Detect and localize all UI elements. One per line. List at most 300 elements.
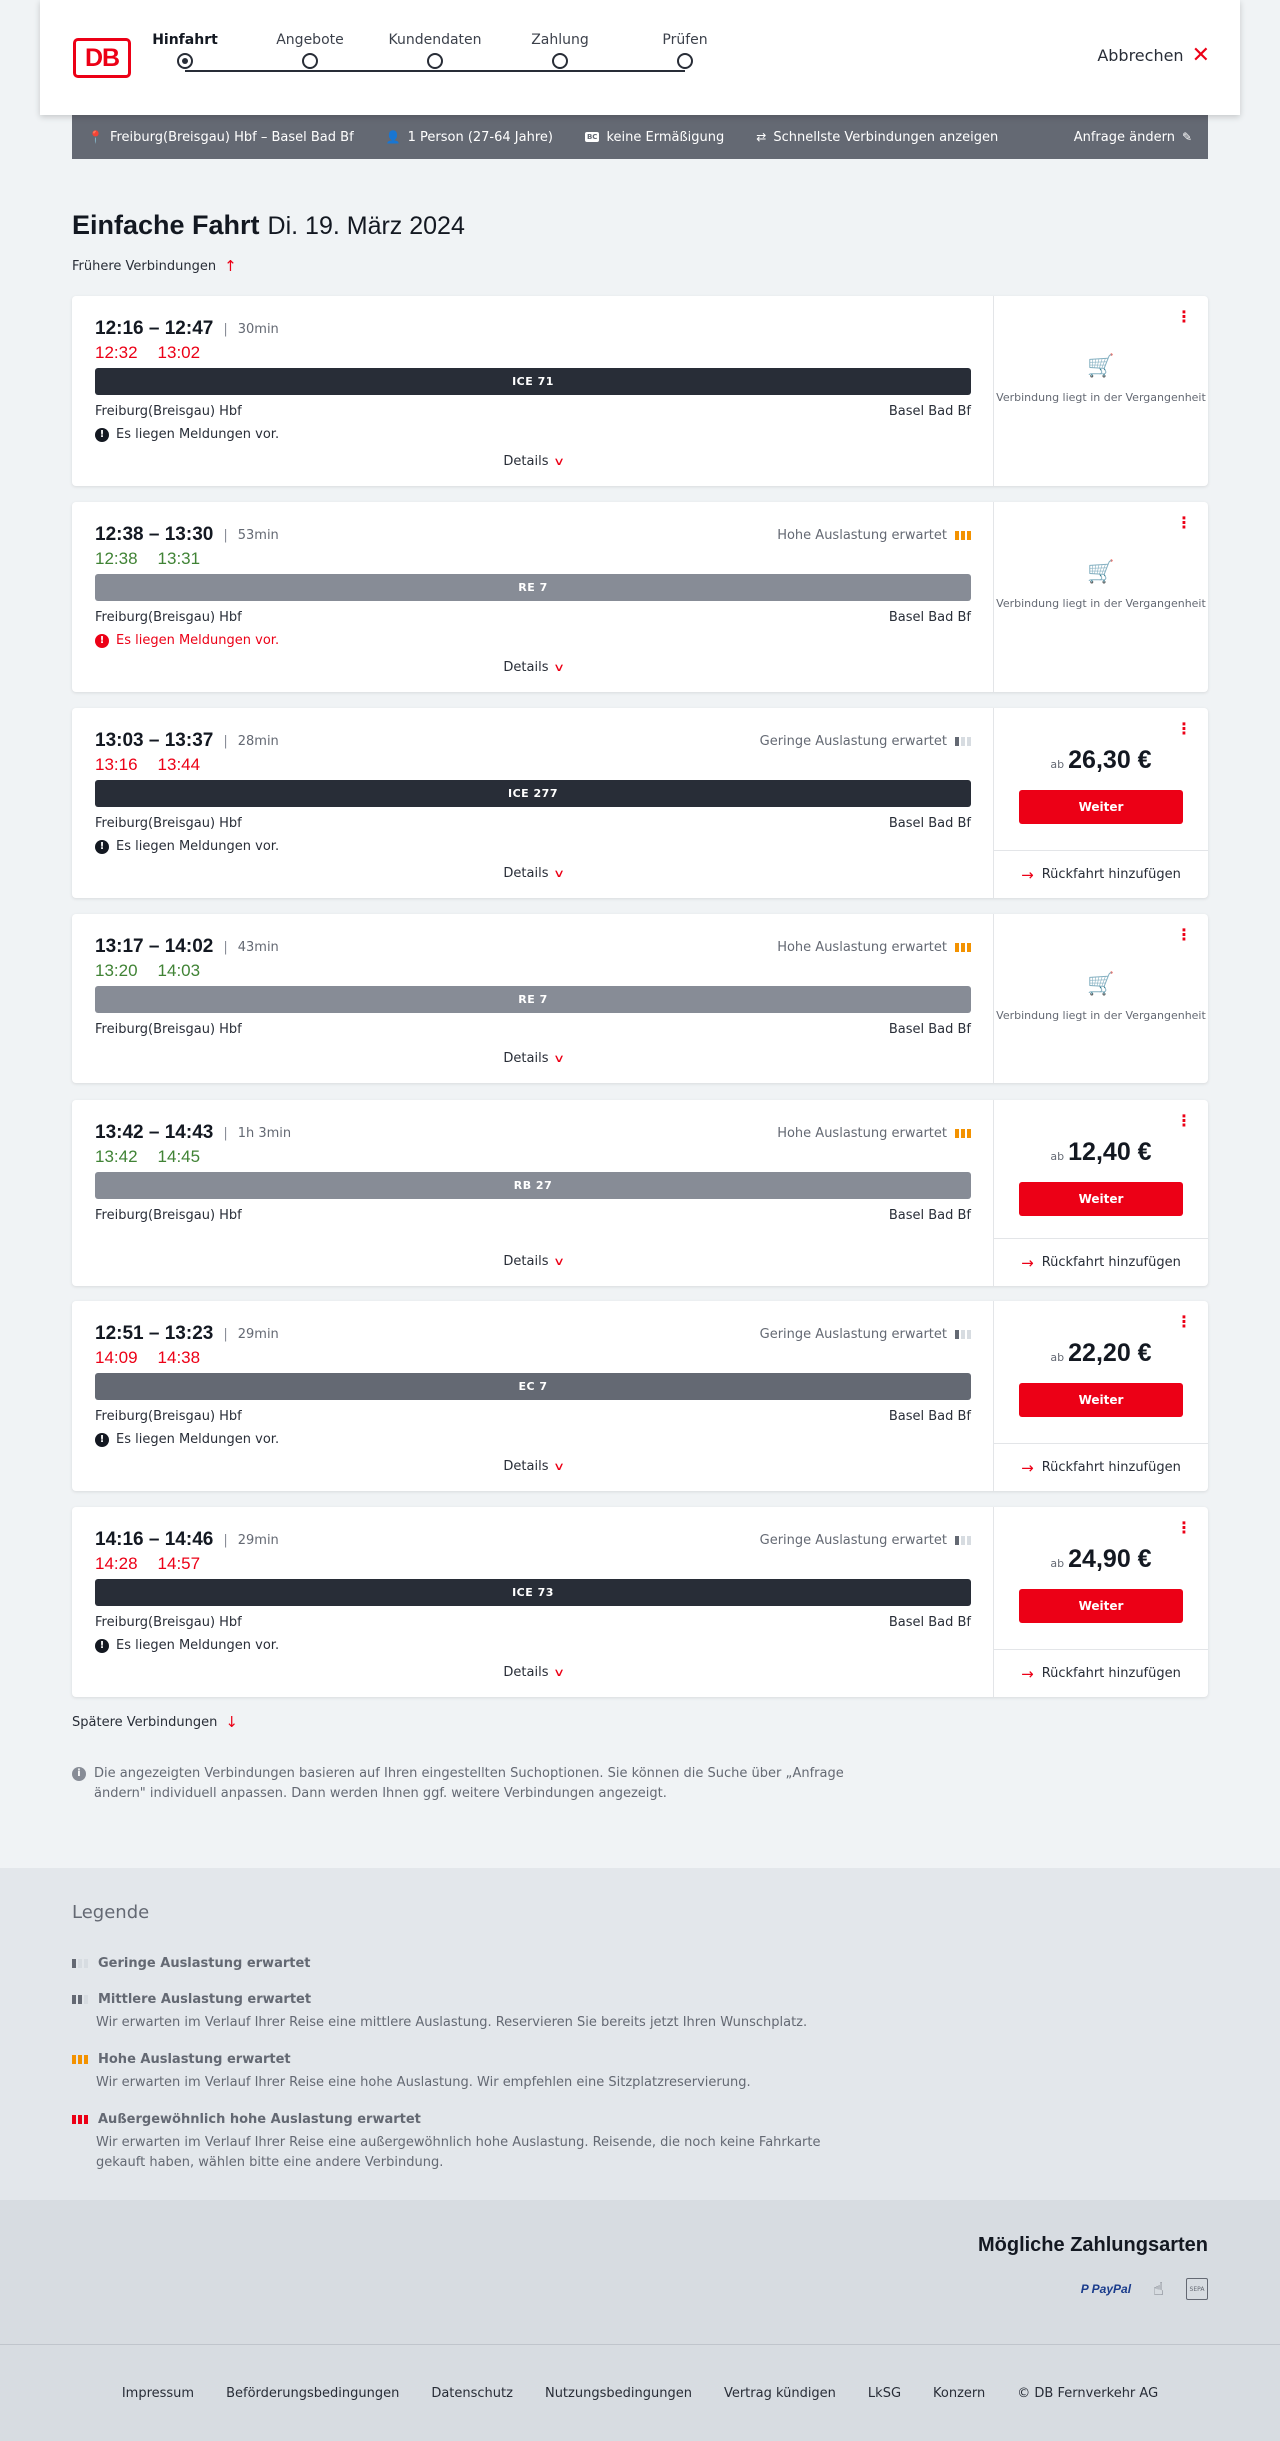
- realtime-arrival: 14:03: [157, 961, 201, 980]
- summary-persons-text: 1 Person (27-64 Jahre): [407, 129, 553, 145]
- details-label: Details: [503, 866, 549, 881]
- connection-times: [95, 1323, 279, 1345]
- occupancy-bar: [72, 1995, 76, 2004]
- pencil-icon: ✎: [1181, 130, 1192, 144]
- departure-time: 12:16: [95, 318, 144, 339]
- notice-text: Es liegen Meldungen vor.: [116, 633, 280, 648]
- occupancy-bar: [78, 2115, 82, 2124]
- divider: |: [223, 1326, 228, 1342]
- connection-card: [72, 914, 1208, 1083]
- legend-item-description: Wir erwarten im Verlauf Ihrer Reise eine außergewöhnlich hohe Auslastung. Reisende, die noch keine Fahrkarte gekauft haben, wählen bitte eine andere Verbindung.: [96, 2135, 821, 2170]
- connection-main: [72, 296, 994, 486]
- price-value: 22,20 €: [1068, 1339, 1152, 1367]
- earlier-connections-link[interactable]: [72, 257, 237, 275]
- connection-times: [95, 936, 279, 958]
- occupancy-bar: [967, 1129, 971, 1138]
- occupancy-bar: [72, 2055, 76, 2064]
- more-options-icon[interactable]: ⋮: [1176, 513, 1192, 532]
- occupancy-bar: [967, 531, 971, 540]
- occupancy-label: Geringe Auslastung erwartet: [759, 1327, 947, 1342]
- occupancy-bar: [78, 1959, 82, 1968]
- chevron-down-icon: ∨: [552, 455, 565, 468]
- footer-link[interactable]: Impressum: [121, 2385, 195, 2401]
- train-bar[interactable]: ICE 71: [95, 368, 971, 395]
- footer-link[interactable]: Vertrag kündigen: [723, 2385, 836, 2401]
- connection-offer: [994, 502, 1208, 692]
- step-zahlung: [500, 30, 620, 69]
- more-options-icon[interactable]: ⋮: [1176, 1111, 1192, 1130]
- destination-station: Basel Bad Bf: [888, 1615, 971, 1630]
- paypal-icon: P PayPal: [1080, 2282, 1132, 2296]
- occupancy-label: Geringe Auslastung erwartet: [759, 734, 947, 749]
- train-bar[interactable]: RB 27: [95, 1172, 971, 1199]
- destination-station: Basel Bad Bf: [888, 404, 971, 419]
- add-return-trip-button[interactable]: [994, 1238, 1208, 1286]
- origin-station: Freiburg(Breisgau) Hbf: [95, 404, 242, 419]
- occupancy-bar: [967, 943, 971, 952]
- arrow-up-icon: ↑: [224, 257, 237, 275]
- close-icon: ✕: [1191, 42, 1210, 68]
- connection-times: [95, 730, 279, 752]
- later-connections-label: Spätere Verbindungen: [72, 1714, 218, 1730]
- train-bar[interactable]: RE 7: [95, 574, 971, 601]
- person-icon: 👤: [385, 130, 401, 144]
- connection-main: [72, 1507, 994, 1697]
- origin-station: Freiburg(Breisgau) Hbf: [95, 1409, 242, 1424]
- details-toggle[interactable]: [72, 1051, 994, 1066]
- step-label: Prüfen: [662, 32, 708, 48]
- connection-card: [72, 1507, 1208, 1697]
- occupancy-indicator: [777, 528, 971, 543]
- db-logo[interactable]: DB: [73, 38, 131, 78]
- occupancy-low-icon: [72, 1959, 88, 1968]
- payment-title: Mögliche Zahlungsarten: [977, 2234, 1208, 2256]
- weiter-button[interactable]: Weiter: [1019, 1182, 1183, 1216]
- footer-link[interactable]: LkSG: [867, 2385, 902, 2401]
- realtime-departure: 13:16: [95, 755, 138, 774]
- alert-icon: !: [95, 1639, 109, 1653]
- occupancy-bar: [955, 1330, 959, 1339]
- past-text: Verbindung liegt in der Vergangenheit: [996, 391, 1206, 404]
- chevron-down-icon: ∨: [552, 1666, 565, 1679]
- step-dot: [302, 53, 318, 69]
- realtime-departure: 12:38: [95, 549, 138, 568]
- origin-station: Freiburg(Breisgau) Hbf: [95, 816, 242, 831]
- step-label: Kundendaten: [388, 32, 482, 48]
- arrival-time: 13:23: [164, 1323, 214, 1344]
- details-toggle[interactable]: [72, 1459, 994, 1474]
- time-dash: –: [143, 730, 165, 751]
- price-prefix: ab: [1050, 1351, 1065, 1364]
- booking-stepper: [152, 30, 785, 90]
- notice-text: Es liegen Meldungen vor.: [116, 1432, 280, 1447]
- occupancy-bar: [72, 2115, 76, 2124]
- step-label: Angebote: [276, 32, 344, 48]
- past-text: Verbindung liegt in der Vergangenheit: [996, 1009, 1206, 1022]
- footer-link[interactable]: Datenschutz: [431, 2385, 513, 2401]
- arrival-time: 13:37: [164, 730, 214, 751]
- arrow-right-icon: →: [1021, 865, 1034, 884]
- occupancy-indicator: [760, 734, 971, 749]
- trip-type: Einfache Fahrt: [72, 210, 260, 240]
- price: [994, 746, 1208, 775]
- later-connections-link[interactable]: [72, 1713, 238, 1731]
- arrival-time: 13:30: [164, 524, 214, 545]
- occupancy-indicator: [760, 1533, 971, 1548]
- connection-offer: [994, 914, 1208, 1083]
- connection-card: [72, 296, 1208, 486]
- price-prefix: ab: [1050, 758, 1065, 771]
- realtime-arrival: 13:44: [157, 755, 201, 774]
- price-prefix: ab: [1050, 1150, 1065, 1163]
- summary-route: [88, 130, 354, 145]
- chevron-down-icon: ∨: [552, 867, 565, 880]
- notice-text: Es liegen Meldungen vor.: [116, 1638, 280, 1653]
- stations: [95, 1022, 971, 1037]
- add-return-trip-label: Rückfahrt hinzufügen: [1041, 1460, 1181, 1475]
- weiter-button[interactable]: Weiter: [1019, 1589, 1183, 1623]
- destination-station: Basel Bad Bf: [888, 816, 971, 831]
- details-toggle[interactable]: [72, 660, 994, 675]
- realtime-departure: 12:32: [95, 343, 138, 362]
- occupancy-bar: [78, 2055, 82, 2064]
- footer-link: © DB Fernverkehr AG: [1017, 2385, 1159, 2401]
- legend-item-label: Hohe Auslastung erwartet: [98, 2052, 291, 2067]
- add-return-trip-label: Rückfahrt hinzufügen: [1041, 867, 1181, 882]
- location-pin-icon: 📍: [88, 130, 103, 144]
- cart-unavailable-icon: 🛒: [1087, 560, 1115, 585]
- stations: [95, 1615, 971, 1630]
- step-dot: [427, 53, 443, 69]
- summary-mode-text: Schnellste Verbindungen anzeigen: [773, 129, 999, 145]
- occupancy-xhigh-icon: [72, 2115, 88, 2124]
- notice-message: [95, 839, 279, 854]
- summary-discount-text: keine Ermäßigung: [606, 129, 725, 145]
- legend-item-label: Geringe Auslastung erwartet: [98, 1956, 311, 1971]
- notice-message: [95, 427, 279, 442]
- details-label: Details: [503, 1051, 549, 1066]
- connection-main: [72, 914, 994, 1083]
- summary-route-text: Freiburg(Breisgau) Hbf – Basel Bad Bf: [109, 129, 354, 145]
- legend-item: [72, 1956, 872, 1971]
- more-options-icon[interactable]: ⋮: [1176, 925, 1192, 944]
- legend-item-description: Wir erwarten im Verlauf Ihrer Reise eine mittlere Auslastung. Reservieren Sie bereits jetzt Ihren Wunschplatz.: [96, 2015, 808, 2030]
- time-dash: –: [143, 1529, 165, 1550]
- divider: |: [223, 733, 228, 749]
- arrival-time: 14:02: [164, 936, 214, 957]
- duration: 29min: [237, 1326, 279, 1342]
- details-toggle[interactable]: [72, 454, 994, 469]
- details-toggle[interactable]: [72, 1254, 994, 1269]
- summary-discount: [585, 130, 724, 145]
- realtime-departure: 14:28: [95, 1554, 138, 1573]
- footer-link[interactable]: Konzern: [933, 2385, 986, 2401]
- connection-past-notice: [994, 972, 1208, 1024]
- occupancy-bar: [961, 531, 965, 540]
- departure-time: 13:42: [95, 1122, 144, 1143]
- occupancy-bar: [84, 2115, 88, 2124]
- time-dash: –: [143, 1323, 165, 1344]
- stations: [95, 816, 971, 831]
- connection-times: [95, 524, 279, 546]
- connection-main: [72, 1100, 994, 1286]
- price-value: 24,90 €: [1068, 1545, 1152, 1573]
- destination-station: Basel Bad Bf: [888, 1409, 971, 1424]
- past-text: Verbindung liegt in der Vergangenheit: [996, 597, 1206, 610]
- realtime-times: [95, 343, 200, 363]
- departure-time: 14:16: [95, 1529, 144, 1550]
- connection-offer: [994, 708, 1208, 898]
- time-dash: –: [143, 936, 165, 957]
- departure-time: 13:17: [95, 936, 144, 957]
- price-value: 26,30 €: [1068, 746, 1152, 774]
- origin-station: Freiburg(Breisgau) Hbf: [95, 610, 242, 625]
- occupancy-bar: [955, 737, 959, 746]
- step-kundendaten: [375, 30, 495, 69]
- price: [994, 1339, 1208, 1368]
- footer-link[interactable]: Beförderungsbedingungen: [226, 2385, 400, 2401]
- destination-station: Basel Bad Bf: [888, 610, 971, 625]
- details-label: Details: [503, 1459, 549, 1474]
- arrow-right-icon: →: [1021, 1253, 1034, 1272]
- divider: |: [223, 1125, 228, 1141]
- stations: [95, 404, 971, 419]
- card-payment-icon: ☝: [1153, 2278, 1164, 2300]
- realtime-arrival: 13:02: [157, 343, 201, 362]
- chevron-down-icon: ∨: [552, 1052, 565, 1065]
- occupancy-label: Geringe Auslastung erwartet: [759, 1533, 947, 1548]
- occupancy-high-icon: [72, 2055, 88, 2064]
- occupancy-bar: [961, 943, 965, 952]
- summary-mode: [756, 130, 998, 145]
- realtime-times: [95, 1147, 200, 1167]
- connection-card: [72, 502, 1208, 692]
- connection-times: [95, 1529, 279, 1551]
- cart-unavailable-icon: 🛒: [1087, 972, 1115, 997]
- connection-card: [72, 1100, 1208, 1286]
- occupancy-icon: [955, 943, 971, 952]
- add-return-trip-label: Rückfahrt hinzufügen: [1041, 1666, 1181, 1681]
- realtime-arrival: 14:57: [157, 1554, 201, 1573]
- departure-time: 13:03: [95, 730, 144, 751]
- edit-request-button[interactable]: [1074, 130, 1192, 145]
- occupancy-indicator: [760, 1327, 971, 1342]
- occupancy-bar: [84, 1995, 88, 2004]
- step-pruefen: [625, 30, 745, 69]
- add-return-trip-label: Rückfahrt hinzufügen: [1041, 1255, 1181, 1270]
- more-options-icon[interactable]: ⋮: [1176, 1312, 1192, 1331]
- details-label: Details: [503, 1665, 549, 1680]
- occupancy-bar: [967, 1330, 971, 1339]
- payment-methods: [0, 2200, 1280, 2345]
- legend-item-title: [72, 2112, 872, 2127]
- occupancy-icon: [955, 1129, 971, 1138]
- occupancy-bar: [967, 1536, 971, 1545]
- weiter-button[interactable]: Weiter: [1019, 790, 1183, 824]
- notice-message: [95, 1432, 279, 1447]
- time-dash: –: [143, 1122, 165, 1143]
- occupancy-icon: [955, 737, 971, 746]
- more-options-icon[interactable]: ⋮: [1176, 719, 1192, 738]
- add-return-trip-button[interactable]: [994, 1443, 1208, 1491]
- occupancy-label: Hohe Auslastung erwartet: [777, 528, 947, 543]
- realtime-times: [95, 961, 200, 981]
- details-label: Details: [503, 660, 549, 675]
- step-hinfahrt[interactable]: [125, 30, 245, 69]
- details-label: Details: [503, 454, 549, 469]
- occupancy-bar: [961, 1129, 965, 1138]
- occupancy-icon: [955, 1330, 971, 1339]
- alert-icon: !: [95, 428, 109, 442]
- train-bar[interactable]: RE 7: [95, 986, 971, 1013]
- divider: |: [223, 527, 228, 543]
- occupancy-bar: [955, 1129, 959, 1138]
- summary-persons: [386, 130, 553, 145]
- connection-card: [72, 708, 1208, 898]
- arrow-down-icon: ↓: [225, 1713, 238, 1731]
- duration: 53min: [237, 527, 279, 543]
- occupancy-label: Hohe Auslastung erwartet: [777, 1126, 947, 1141]
- stations: [95, 1409, 971, 1424]
- train-bar[interactable]: ICE 277: [95, 780, 971, 807]
- connection-times: [95, 1122, 291, 1144]
- notice-message: [95, 633, 279, 648]
- occupancy-bar: [84, 1959, 88, 1968]
- chevron-down-icon: ∨: [552, 1255, 565, 1268]
- realtime-departure: 13:42: [95, 1147, 138, 1166]
- duration: 43min: [237, 939, 279, 955]
- train-bar[interactable]: EC 7: [95, 1373, 971, 1400]
- connection-offer: [994, 1301, 1208, 1491]
- chevron-down-icon: ∨: [552, 1460, 565, 1473]
- origin-station: Freiburg(Breisgau) Hbf: [95, 1208, 242, 1223]
- arrival-time: 14:46: [164, 1529, 214, 1550]
- time-dash: –: [143, 318, 165, 339]
- add-return-trip-button[interactable]: [994, 1649, 1208, 1697]
- header: [40, 0, 1240, 115]
- train-bar[interactable]: ICE 73: [95, 1579, 971, 1606]
- step-dot: [552, 53, 568, 69]
- occupancy-bar: [955, 1536, 959, 1545]
- realtime-times: [95, 1348, 200, 1368]
- destination-station: Basel Bad Bf: [888, 1022, 971, 1037]
- occupancy-indicator: [777, 940, 971, 955]
- occupancy-bar: [78, 1995, 82, 2004]
- cancel-button[interactable]: [1097, 42, 1210, 68]
- connection-card: [72, 1301, 1208, 1491]
- legend-item-title: [72, 2052, 872, 2067]
- connection-main: [72, 502, 994, 692]
- more-options-icon[interactable]: ⋮: [1176, 307, 1192, 326]
- duration: 30min: [237, 321, 279, 337]
- occupancy-bar: [961, 1536, 965, 1545]
- legend-title: Legende: [72, 1902, 150, 1923]
- legend-item-title: [72, 1956, 872, 1971]
- connection-times: [95, 318, 279, 340]
- details-label: Details: [503, 1254, 549, 1269]
- connection-past-notice: [994, 354, 1208, 406]
- legend-item-description: Wir erwarten im Verlauf Ihrer Reise eine hohe Auslastung. Wir empfehlen eine Sitzplatzreservierung.: [96, 2075, 751, 2090]
- legend-item: [72, 2052, 872, 2093]
- footer-link[interactable]: Nutzungsbedingungen: [544, 2385, 692, 2401]
- departure-time: 12:51: [95, 1323, 144, 1344]
- realtime-departure: 14:09: [95, 1348, 138, 1367]
- arrow-right-icon: →: [1021, 1664, 1034, 1683]
- price-prefix: ab: [1050, 1557, 1065, 1570]
- bahncard-icon: BC: [586, 133, 598, 141]
- price: [994, 1138, 1208, 1167]
- price: [994, 1545, 1208, 1574]
- origin-station: Freiburg(Breisgau) Hbf: [95, 1022, 242, 1037]
- occupancy-bar: [72, 1959, 76, 1968]
- info-icon: i: [72, 1767, 86, 1781]
- swap-arrows-icon: ⇄: [756, 130, 767, 144]
- price-value: 12,40 €: [1068, 1138, 1152, 1166]
- trip-date: Di. 19. März 2024: [267, 212, 465, 240]
- occupancy-bar: [961, 1330, 965, 1339]
- occupancy-indicator: [777, 1126, 971, 1141]
- cart-unavailable-icon: 🛒: [1087, 354, 1115, 379]
- duration: 28min: [237, 733, 279, 749]
- realtime-departure: 13:20: [95, 961, 138, 980]
- notice-text: Es liegen Meldungen vor.: [116, 839, 280, 854]
- destination-station: Basel Bad Bf: [888, 1208, 971, 1223]
- realtime-arrival: 14:45: [157, 1147, 201, 1166]
- more-options-icon[interactable]: ⋮: [1176, 1518, 1192, 1537]
- details-toggle[interactable]: [72, 866, 994, 881]
- occupancy-bar: [955, 943, 959, 952]
- legend-item-label: Außergewöhnlich hohe Auslastung erwartet: [98, 2112, 421, 2127]
- add-return-trip-button[interactable]: [994, 850, 1208, 898]
- info-note-text: Die angezeigten Verbindungen basieren auf Ihren eingestellten Suchoptionen. Sie können die Suche über „Anfrage ändern" individuell anpassen. Dann werden Ihnen ggf. weitere Verbindungen angezeigt.: [94, 1766, 844, 1801]
- occupancy-icon: [955, 1536, 971, 1545]
- occupancy-bar: [967, 737, 971, 746]
- details-toggle[interactable]: [72, 1665, 994, 1680]
- sepa-icon: SEPA: [1186, 2278, 1208, 2300]
- stepper-line: [185, 70, 685, 72]
- legend-item: [72, 2112, 872, 2173]
- connection-past-notice: [994, 560, 1208, 612]
- step-dot: [677, 53, 693, 69]
- duration: 1h 3min: [237, 1125, 292, 1141]
- arrival-time: 14:43: [164, 1122, 214, 1143]
- stations: [95, 1208, 971, 1223]
- legend: [0, 1868, 1280, 2200]
- cancel-label: Abbrechen: [1097, 46, 1184, 65]
- step-dot: [177, 53, 193, 69]
- realtime-arrival: 14:38: [157, 1348, 201, 1367]
- stations: [95, 610, 971, 625]
- step-label: Zahlung: [531, 32, 589, 48]
- occupancy-label: Hohe Auslastung erwartet: [777, 940, 947, 955]
- connection-main: [72, 1301, 994, 1491]
- occupancy-bar: [961, 737, 965, 746]
- realtime-arrival: 13:31: [157, 549, 201, 568]
- departure-time: 12:38: [95, 524, 144, 545]
- divider: |: [223, 1532, 228, 1548]
- payment-icons: [1081, 2278, 1208, 2300]
- notice-text: Es liegen Meldungen vor.: [116, 427, 280, 442]
- realtime-times: [95, 755, 200, 775]
- search-summary-bar: [72, 115, 1208, 159]
- connection-offer: [994, 1100, 1208, 1286]
- legend-item-label: Mittlere Auslastung erwartet: [98, 1992, 312, 2007]
- edit-request-label: Anfrage ändern: [1073, 129, 1175, 145]
- occupancy-icon: [955, 531, 971, 540]
- connection-main: [72, 708, 994, 898]
- earlier-connections-label: Frühere Verbindungen: [72, 258, 217, 274]
- weiter-button[interactable]: Weiter: [1019, 1383, 1183, 1417]
